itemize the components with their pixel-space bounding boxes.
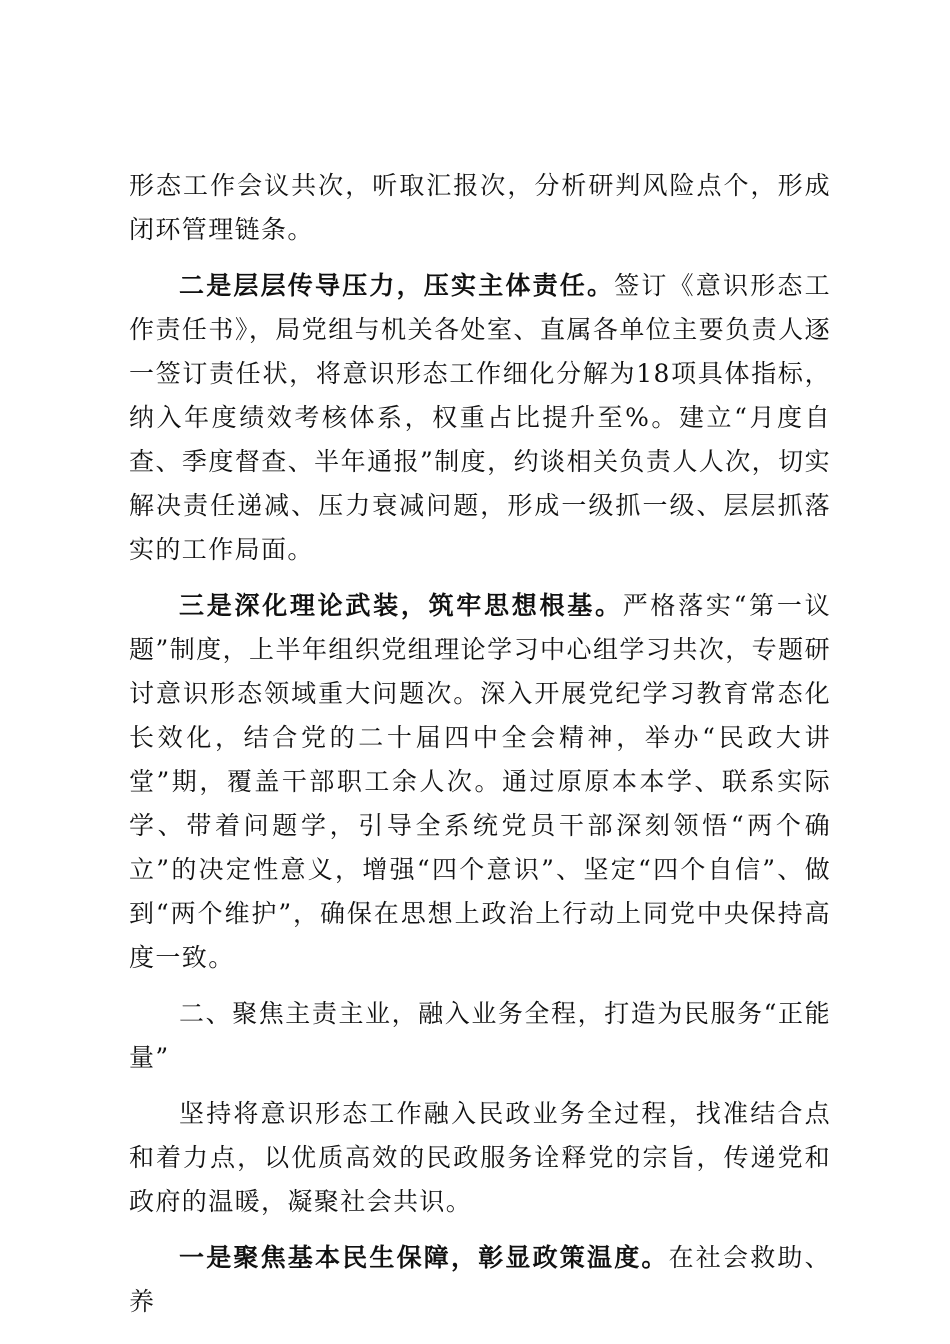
paragraph-item-3 [129, 584, 831, 980]
paragraph-item-1 [129, 1236, 831, 1324]
paragraph-item-2 [129, 264, 831, 572]
paragraph-text: 签订《意识形态工作责任书》，局党组与机关各处室、直属各单位主要负责人逐一签订责任状，将意识形态工作细化分解为18项具体指标，纳入年度绩效考核体系，权重占比提升至%。建立“月度自查、季度督查、半年通报”制度，约谈相关负责人人次，切实解决责任递减、压力衰减问题，形成一级抓一级、层层抓落实的工作局面。 [129, 271, 832, 564]
paragraph-text: 形态工作会议共次，听取汇报次，分析研判风险点个，形成闭环管理链条。 [129, 171, 831, 244]
paragraph-lead-heading: 三是深化理论武装，筑牢思想根基。 [179, 591, 623, 620]
paragraph-lead-heading: 一是聚焦基本民生保障，彰显政策温度。 [179, 1243, 669, 1272]
paragraph-text: 严格落实“第一议题”制度，上半年组织党组理论学习中心组学习共次，专题研讨意识形态领域重大问题次。深入开展党纪学习教育常态化长效化，结合党的二十届四中全会精神，举办“民政大讲堂”期，覆盖干部职工余人次。通过原原本本学、联系实际学、带着问题学，引导全系统党员干部深刻领悟“两个确立”的决定性意义，增强“四个意识”、坚定“四个自信”、做到“两个维护”，确保在思想上政治上行动上同党中央保持高度一致。 [129, 591, 832, 972]
paragraph-continuation [129, 164, 831, 252]
paragraph-text: 坚持将意识形态工作融入民政业务全过程，找准结合点和着力点，以优质高效的民政服务诠释党的宗旨，传递党和政府的温暖，凝聚社会共识。 [129, 1099, 831, 1216]
paragraph-lead-heading: 二是层层传导压力，压实主体责任。 [179, 271, 615, 300]
document-body [129, 164, 831, 1336]
section-heading [129, 992, 831, 1080]
paragraph-text: 在社会救助、养 [129, 1243, 832, 1316]
section-intro-paragraph [129, 1092, 831, 1224]
section-heading-text: 二、聚焦主责主业，融入业务全程，打造为民服务“正能量” [129, 999, 831, 1072]
